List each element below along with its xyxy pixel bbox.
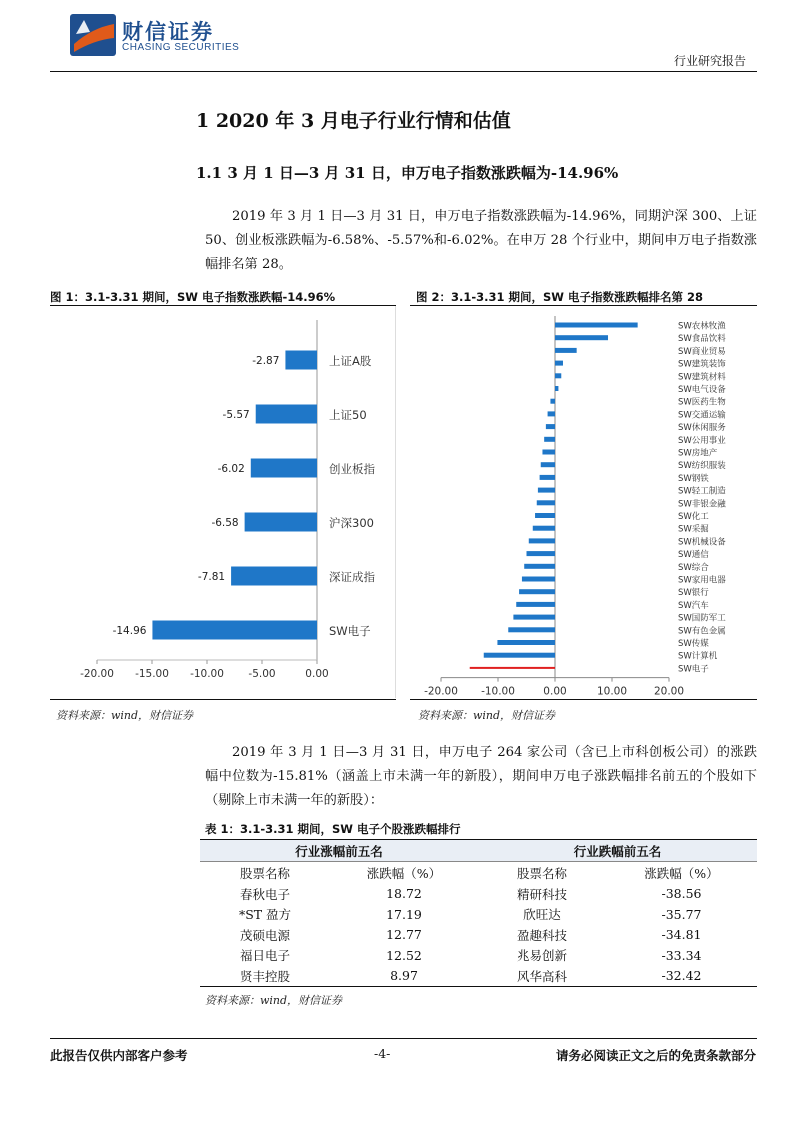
table-row bbox=[200, 945, 757, 966]
loser-change: -32.42 bbox=[606, 966, 757, 987]
report-type: 行业研究报告 bbox=[673, 54, 746, 68]
bar-value-label: -6.02 bbox=[217, 463, 245, 475]
loser-name: 盈趣科技 bbox=[516, 927, 567, 943]
category-label: SW商业贸易 bbox=[678, 346, 726, 357]
bar-value-label: -14.96 bbox=[112, 625, 147, 637]
bar bbox=[555, 348, 577, 353]
table-1-title: 表 1：3.1-3.31 期间，SW 电子个股涨跌幅排行 bbox=[205, 822, 461, 836]
header-divider bbox=[50, 71, 757, 72]
table-row bbox=[200, 884, 757, 905]
bar bbox=[537, 500, 555, 505]
category-label: SW建筑装饰 bbox=[678, 359, 726, 370]
category-label: SW公用事业 bbox=[678, 435, 726, 446]
category-label: SW食品饮料 bbox=[678, 334, 726, 345]
category-label: SW房地产 bbox=[678, 448, 718, 459]
x-tick-label: -15.00 bbox=[135, 668, 169, 680]
bar bbox=[527, 551, 556, 556]
category-label: SW银行 bbox=[678, 588, 709, 599]
figure-1-chart bbox=[50, 306, 396, 698]
col-header-change: 涨跌幅（%） bbox=[330, 862, 478, 884]
category-label: SW家用电器 bbox=[678, 575, 726, 586]
gainer-name: 贤丰控股 bbox=[200, 966, 330, 987]
gainer-name: *ST 盈方 bbox=[238, 907, 292, 923]
bar-value-label: -7.81 bbox=[197, 571, 226, 583]
category-label: SW通信 bbox=[678, 550, 709, 561]
bar bbox=[548, 411, 555, 416]
loser-name: 兆易创新 bbox=[516, 948, 567, 964]
page-number: -4- bbox=[374, 1046, 391, 1061]
footer-divider bbox=[50, 1038, 757, 1039]
bar bbox=[524, 564, 555, 569]
gainer-name: 茂硕电源 bbox=[239, 927, 290, 943]
bar bbox=[245, 513, 317, 532]
footer-notice: 请务必阅读正文之后的免责条款部分 bbox=[555, 1048, 756, 1063]
x-tick-label: -10.00 bbox=[481, 685, 515, 698]
bar bbox=[538, 488, 555, 493]
bar bbox=[285, 351, 317, 370]
bar bbox=[535, 513, 555, 518]
category-label: SW传媒 bbox=[678, 639, 709, 649]
category-label: SW医药生物 bbox=[678, 397, 726, 408]
bar bbox=[231, 567, 317, 586]
table-row bbox=[200, 925, 757, 946]
category-label: 上证A股 bbox=[329, 354, 372, 368]
category-label: SW农林牧渔 bbox=[678, 321, 726, 332]
bar bbox=[555, 373, 561, 378]
loser-name: 欣旺达 bbox=[523, 907, 561, 923]
figure-1-frame bbox=[50, 306, 396, 698]
loser-name: 精研科技 bbox=[516, 886, 567, 902]
loser-change: -33.34 bbox=[661, 947, 702, 963]
table-1-source: 资料来源：wind，财信证券 bbox=[205, 994, 343, 1007]
footer-disclaimer: 此报告仅供内部客户参考 bbox=[50, 1048, 188, 1063]
x-tick-label: -20.00 bbox=[424, 685, 458, 698]
category-label: SW电子 bbox=[678, 664, 709, 675]
bar-value-label: -6.58 bbox=[211, 517, 239, 529]
bar bbox=[540, 475, 555, 480]
figure-1-bottom-rule bbox=[50, 699, 396, 700]
category-label: SW休闲服务 bbox=[678, 423, 726, 434]
gainer-name: 春秋电子 bbox=[239, 886, 290, 902]
bar bbox=[533, 526, 555, 531]
x-tick-label: -10.00 bbox=[190, 668, 224, 680]
category-label: SW汽车 bbox=[678, 600, 709, 611]
bar bbox=[251, 459, 317, 478]
gainer-change: 18.72 bbox=[386, 886, 422, 902]
category-label: 上证50 bbox=[329, 408, 367, 422]
loser-change: -38.56 bbox=[661, 886, 702, 902]
bar bbox=[542, 450, 555, 455]
x-tick-label: 20.00 bbox=[653, 685, 685, 698]
category-label: SW采掘 bbox=[678, 524, 709, 535]
bar bbox=[555, 361, 563, 366]
category-label: 沪深300 bbox=[329, 516, 374, 530]
bar bbox=[529, 538, 555, 543]
category-label: SW化工 bbox=[678, 512, 709, 522]
bar-value-label: -2.87 bbox=[252, 355, 280, 367]
category-label: SW纺织服装 bbox=[678, 461, 726, 472]
gainer-change: 8.97 bbox=[330, 966, 478, 987]
loser-name: 风华高科 bbox=[478, 966, 606, 987]
ranking-table bbox=[200, 839, 757, 987]
gainer-change: 17.19 bbox=[386, 906, 422, 922]
category-label: 深证成指 bbox=[329, 570, 375, 584]
category-label: SW计算机 bbox=[678, 651, 718, 662]
category-label: SW钢铁 bbox=[678, 473, 709, 484]
loser-change: -34.81 bbox=[661, 927, 702, 943]
x-tick-label: -20.00 bbox=[80, 668, 114, 680]
figure-1-source: 资料来源：wind，财信证券 bbox=[56, 709, 194, 722]
x-tick-label: 0.00 bbox=[543, 685, 567, 698]
col-header-name: 股票名称 bbox=[200, 862, 330, 884]
figure-2-frame bbox=[410, 306, 757, 698]
paragraph-1: 2019 年 3 月 1 日—3 月 31 日，申万电子指数涨跌幅为-14.96%，同期沪深 300、上证 50、创业板涨跌幅为-6.58%、-5.57%和-6.02%。在申万 28 个行业中，期间申万电子指数涨幅排名第 28。 bbox=[205, 209, 757, 272]
bar bbox=[256, 405, 317, 424]
section-title: 1 2020 年 3 月电子行业行情和估值 bbox=[196, 110, 511, 132]
category-label: SW交通运输 bbox=[678, 410, 726, 421]
figure-2-chart bbox=[410, 306, 757, 698]
brand-name-en: CHASING SECURITIES bbox=[122, 42, 240, 53]
bar-value-label: -5.57 bbox=[222, 409, 250, 421]
figure-2-title: 图 2：3.1-3.31 期间，SW 电子指数涨跌幅排名第 28 bbox=[416, 290, 704, 304]
x-tick-label: 10.00 bbox=[596, 685, 628, 698]
figure-2-bottom-rule bbox=[410, 699, 757, 700]
category-label: SW有色金属 bbox=[678, 626, 726, 637]
table-row bbox=[200, 904, 757, 925]
table-1-wrapper bbox=[200, 839, 757, 987]
bar bbox=[555, 335, 608, 340]
bar bbox=[541, 462, 555, 467]
bar bbox=[555, 323, 638, 328]
bar bbox=[497, 640, 555, 645]
category-label: SW建筑材料 bbox=[678, 372, 726, 383]
category-label: SW机械设备 bbox=[678, 537, 726, 548]
subsection-title: 1.1 3 月 1 日—3 月 31 日，申万电子指数涨跌幅为-14.96% bbox=[196, 164, 619, 182]
group-header-top-gainers: 行业涨幅前五名 bbox=[200, 840, 478, 862]
category-label: SW国防军工 bbox=[678, 613, 726, 624]
table-row bbox=[200, 966, 757, 987]
bar bbox=[544, 437, 555, 442]
category-label: SW非银金融 bbox=[678, 499, 726, 510]
category-label: SW轻工制造 bbox=[678, 486, 726, 497]
bar-highlight bbox=[470, 667, 555, 669]
logo-mark bbox=[70, 14, 116, 56]
figure-1-title: 图 1：3.1-3.31 期间，SW 电子指数涨跌幅-14.96% bbox=[50, 290, 336, 304]
bar bbox=[484, 653, 555, 658]
brand-name-cn: 财信证券 bbox=[122, 20, 214, 44]
gainer-change: 12.52 bbox=[386, 947, 422, 963]
gainer-name: 福日电子 bbox=[239, 948, 290, 964]
bar bbox=[152, 621, 317, 640]
figure-2-source: 资料来源：wind，财信证券 bbox=[418, 709, 556, 722]
paragraph-2: 2019 年 3 月 1 日—3 月 31 日，申万电子 264 家公司（含已上市科创板公司）的涨跌幅中位数为-15.81%（涵盖上市未满一年的新股），期间申万电子涨跌幅排名前五的个股如下（剔除上市未满一年的新股）： bbox=[205, 745, 757, 808]
gainer-change: 12.77 bbox=[386, 927, 422, 943]
category-label: 创业板指 bbox=[329, 462, 375, 476]
x-tick-label: -5.00 bbox=[248, 668, 276, 680]
bar bbox=[513, 615, 555, 620]
category-label: SW综合 bbox=[678, 562, 709, 573]
loser-change: -35.77 bbox=[661, 906, 702, 922]
group-header-top-losers: 行业跌幅前五名 bbox=[478, 840, 757, 862]
bar bbox=[546, 424, 555, 429]
bar bbox=[550, 399, 555, 404]
bar bbox=[508, 627, 555, 632]
category-label: SW电子 bbox=[329, 624, 371, 638]
bar bbox=[519, 589, 555, 594]
x-tick-label: 0.00 bbox=[305, 668, 329, 680]
category-label: SW电气设备 bbox=[678, 385, 726, 395]
bar bbox=[555, 386, 558, 391]
bar bbox=[522, 577, 555, 582]
col-header-change: 涨跌幅（%） bbox=[606, 862, 757, 884]
col-header-name: 股票名称 bbox=[478, 862, 606, 884]
bar bbox=[516, 602, 555, 607]
